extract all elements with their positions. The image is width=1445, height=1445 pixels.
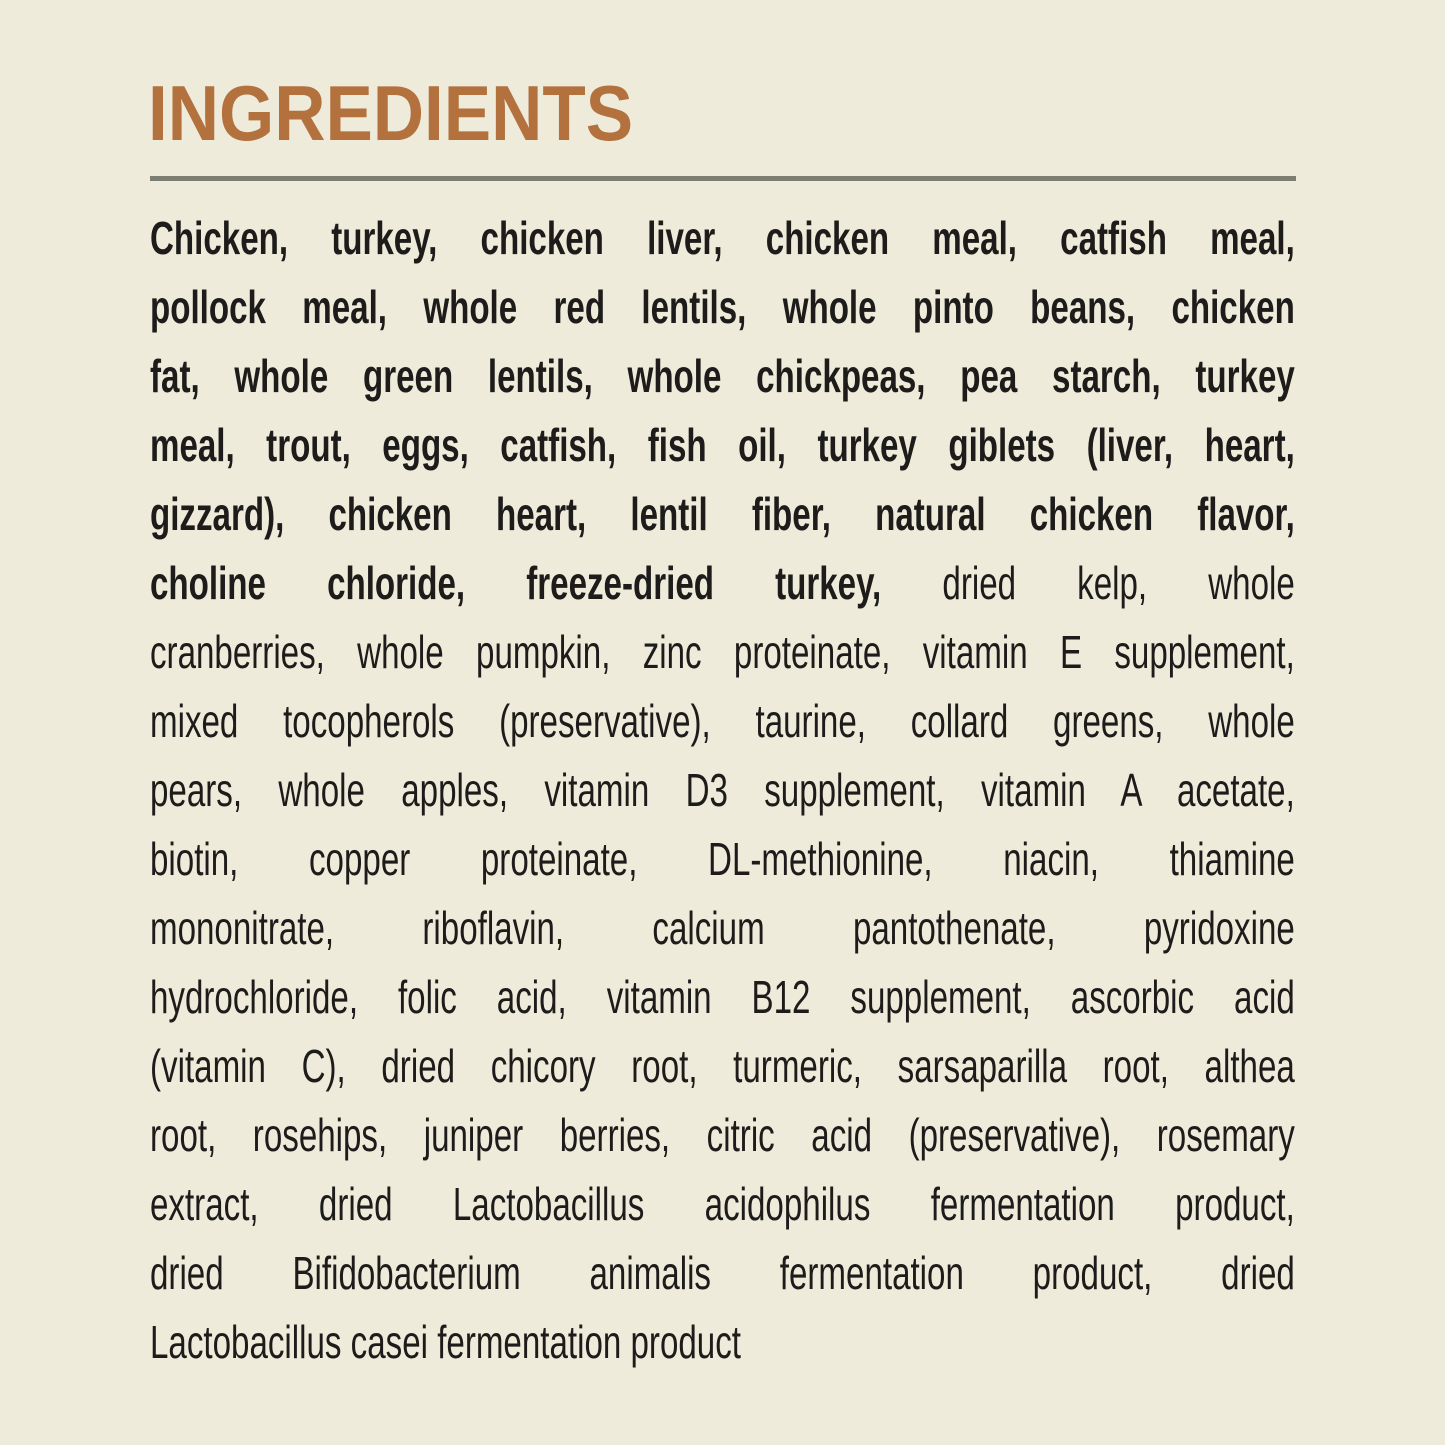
ingredients-regular-segment: mixed tocopherols (preservative), taurine, collard greens, whole bbox=[150, 695, 1295, 747]
ingredients-regular-segment: dried Bifidobacterium animalis fermentation product, dried bbox=[150, 1247, 1295, 1299]
ingredients-regular-segment: biotin, copper proteinate, DL-methionine, niacin, thiamine bbox=[150, 833, 1295, 885]
ingredients-regular-segment: cranberries, whole pumpkin, zinc proteinate, vitamin E supplement, bbox=[150, 626, 1295, 678]
ingredients-bold-segment: gizzard), chicken heart, lentil fiber, natural chicken flavor, bbox=[150, 488, 1295, 540]
ingredients-line bbox=[150, 204, 1295, 273]
ingredients-line bbox=[150, 963, 1295, 1032]
ingredients-line bbox=[150, 1308, 1295, 1377]
ingredients-paragraph bbox=[150, 204, 1295, 1377]
ingredients-regular-segment: extract, dried Lactobacillus acidophilus fermentation product, bbox=[150, 1178, 1295, 1230]
ingredients-bold-segment: choline chloride, freeze-dried turkey, bbox=[150, 557, 882, 609]
ingredients-regular-segment: (vitamin C), dried chicory root, turmeric, sarsaparilla root, althea bbox=[150, 1040, 1295, 1092]
ingredients-line bbox=[150, 618, 1295, 687]
ingredients-bold-segment: Chicken, turkey, chicken liver, chicken meal, catfish meal, bbox=[150, 212, 1295, 264]
ingredients-line bbox=[150, 1101, 1295, 1170]
ingredients-regular-segment: dried kelp, whole bbox=[881, 557, 1295, 609]
ingredients-line bbox=[150, 273, 1295, 342]
ingredients-line bbox=[150, 894, 1295, 963]
ingredients-line bbox=[150, 411, 1295, 480]
ingredients-line bbox=[150, 756, 1295, 825]
ingredients-regular-segment: hydrochloride, folic acid, vitamin B12 supplement, ascorbic acid bbox=[150, 971, 1295, 1023]
ingredients-regular-segment: Lactobacillus casei fermentation product bbox=[150, 1316, 741, 1368]
ingredients-line bbox=[150, 342, 1295, 411]
ingredients-bold-segment: meal, trout, eggs, catfish, fish oil, turkey giblets (liver, heart, bbox=[150, 419, 1295, 471]
ingredients-regular-segment: root, rosehips, juniper berries, citric acid (preservative), rosemary bbox=[150, 1109, 1295, 1161]
ingredients-line bbox=[150, 825, 1295, 894]
ingredients-line bbox=[150, 687, 1295, 756]
ingredients-bold-segment: fat, whole green lentils, whole chickpeas, pea starch, turkey bbox=[150, 350, 1295, 402]
ingredients-line bbox=[150, 1032, 1295, 1101]
ingredients-line bbox=[150, 480, 1295, 549]
section-title: INGREDIENTS bbox=[148, 69, 634, 157]
ingredients-line bbox=[150, 1170, 1295, 1239]
ingredients-regular-segment: pears, whole apples, vitamin D3 supplement, vitamin A acetate, bbox=[150, 764, 1295, 816]
ingredients-line bbox=[150, 549, 1295, 618]
divider-rule bbox=[150, 176, 1296, 181]
ingredients-bold-segment: pollock meal, whole red lentils, whole pinto beans, chicken bbox=[150, 281, 1295, 333]
ingredients-line bbox=[150, 1239, 1295, 1308]
ingredients-regular-segment: mononitrate, riboflavin, calcium pantothenate, pyridoxine bbox=[150, 902, 1295, 954]
